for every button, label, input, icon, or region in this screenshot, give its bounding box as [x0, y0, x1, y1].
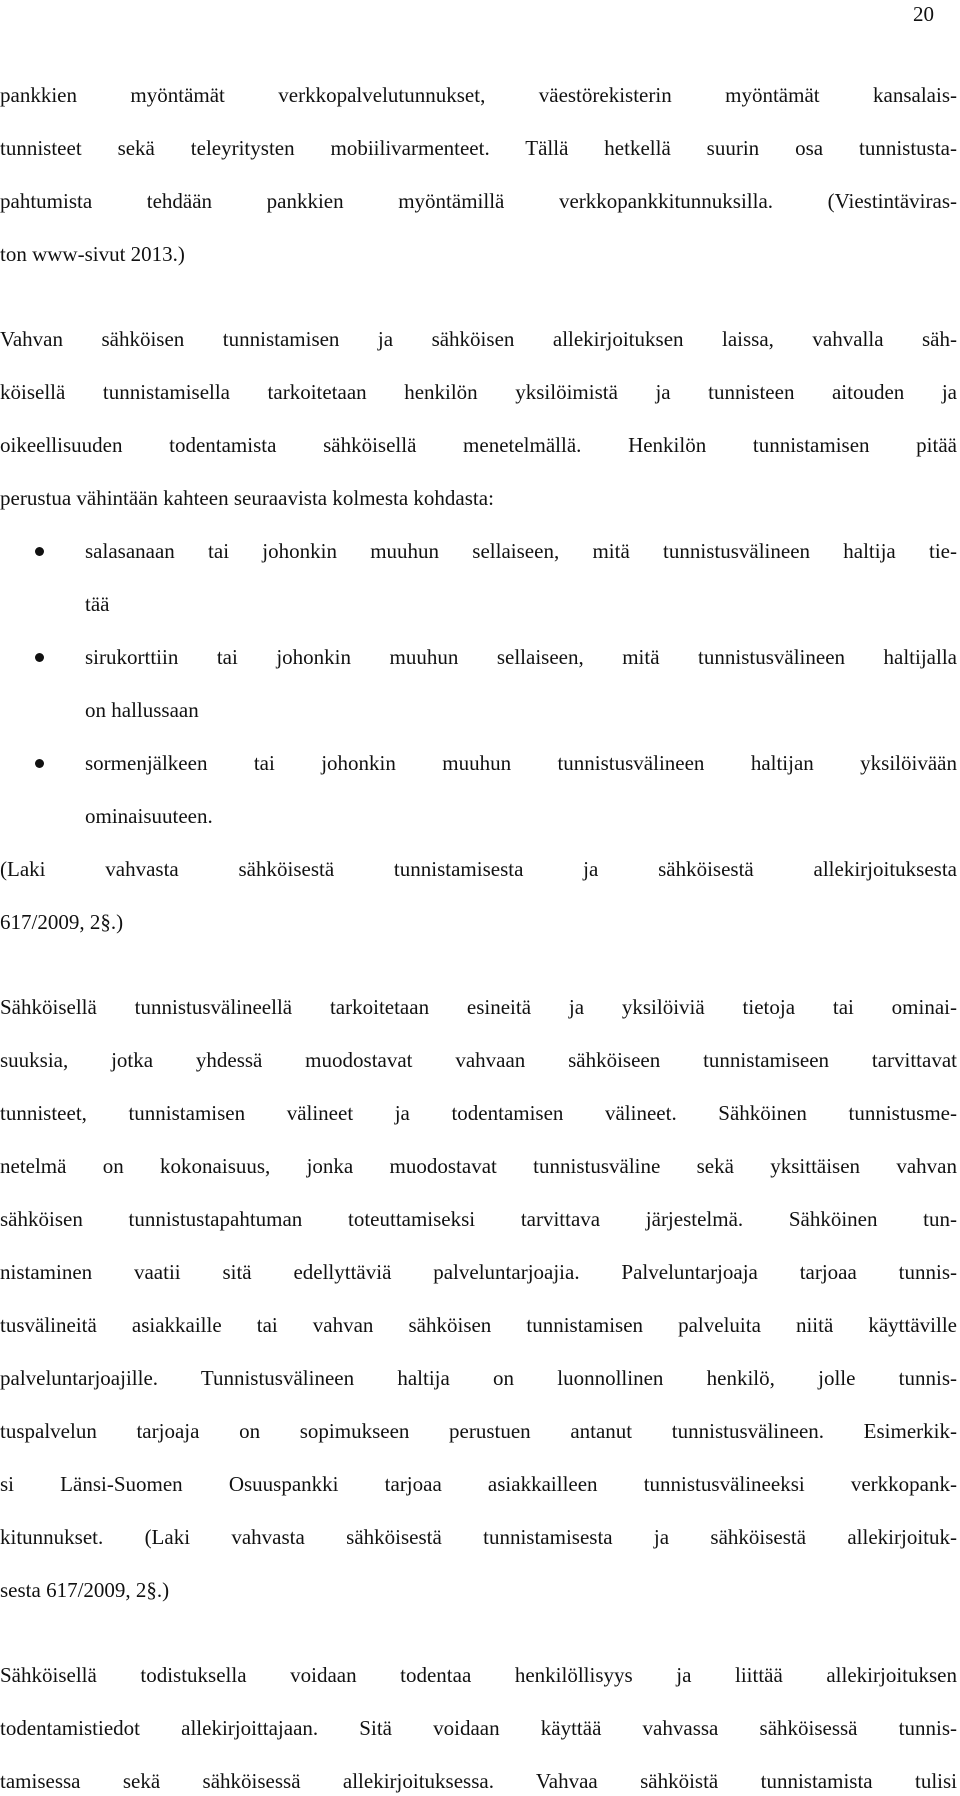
text-line: Vahvan sähköisen tunnistamisen ja sähköisen allekirjoituksen laissa, vahvalla säh-: [0, 327, 957, 351]
text-line: oikeellisuuden todentamista sähköisellä menetelmällä. Henkilön tunnistamisen pitää: [0, 433, 957, 457]
list-item-text: sormenjälkeen tai johonkin muuhun tunnistusvälineen haltijan yksilöivään: [85, 751, 957, 775]
text-line: kitunnukset. (Laki vahvasta sähköisestä tunnistamisesta ja sähköisestä allekirjoituk-: [0, 1525, 957, 1549]
text-line: Sähköisellä todistuksella voidaan todentaa henkilöllisyys ja liittää allekirjoituksen: [0, 1663, 957, 1687]
citation-line: (Laki vahvasta sähköisestä tunnistamisesta ja sähköisestä allekirjoituksesta: [0, 857, 957, 881]
text-line: sesta 617/2009, 2§.): [0, 1578, 170, 1602]
list-item-text: sirukorttiin tai johonkin muuhun sellaiseen, mitä tunnistusvälineen haltijalla: [85, 645, 957, 669]
text-line: köisellä tunnistamisella tarkoitetaan henkilön yksilöimistä ja tunnisteen aitouden ja: [0, 380, 957, 404]
text-line: pankkien myöntämät verkkopalvelutunnukset, väestörekisterin myöntämät kansalais-: [0, 83, 957, 107]
text-line: netelmä on kokonaisuus, jonka muodostavat tunnistusväline sekä yksittäisen vahvan: [0, 1154, 957, 1178]
citation-line: 617/2009, 2§.): [0, 910, 124, 934]
text-line: tuspalvelun tarjoaja on sopimukseen perustuen antanut tunnistusvälineen. Esimerkik-: [0, 1419, 957, 1443]
text-line: tunnisteet sekä teleyritysten mobiilivarmenteet. Tällä hetkellä suurin osa tunnistusta-: [0, 136, 957, 160]
text-line: tusvälineitä asiakkaille tai vahvan sähköisen tunnistamisen palveluita niitä käyttäville: [0, 1313, 957, 1337]
page-number: 20: [913, 2, 934, 26]
text-line: palveluntarjoajille. Tunnistusvälineen haltija on luonnollinen henkilö, jolle tunnis-: [0, 1366, 957, 1390]
text-line: sähköisen tunnistustapahtuman toteuttamiseksi tarvittava järjestelmä. Sähköinen tun-: [0, 1207, 957, 1231]
text-line: Sähköisellä tunnistusvälineellä tarkoitetaan esineitä ja yksilöiviä tietoja tai ominai-: [0, 995, 957, 1019]
text-line: tunnisteet, tunnistamisen välineet ja todentamisen välineet. Sähköinen tunnistusme-: [0, 1101, 957, 1125]
text-line: ton www-sivut 2013.): [0, 242, 185, 266]
text-line: todentamistiedot allekirjoittajaan. Sitä voidaan käyttää vahvassa sähköisessä tunnis-: [0, 1716, 957, 1740]
bullet-icon: [35, 759, 44, 768]
list-item-text: on hallussaan: [85, 698, 199, 722]
bullet-icon: [35, 547, 44, 556]
list-item-text: ominaisuuteen.: [85, 804, 213, 828]
list-item-text: tää: [85, 592, 110, 616]
bullet-icon: [35, 653, 44, 662]
list-item-text: salasanaan tai johonkin muuhun sellaiseen, mitä tunnistusvälineen haltija tie-: [85, 539, 957, 563]
text-line: pahtumista tehdään pankkien myöntämillä verkkopankkitunnuksilla. (Viestintäviras-: [0, 189, 957, 213]
text-line: si Länsi-Suomen Osuuspankki tarjoaa asiakkailleen tunnistusvälineeksi verkkopank-: [0, 1472, 957, 1496]
text-line: suuksia, jotka yhdessä muodostavat vahvaan sähköiseen tunnistamiseen tarvittavat: [0, 1048, 957, 1072]
text-line: nistaminen vaatii sitä edellyttäviä palveluntarjoajia. Palveluntarjoaja tarjoaa tunnis-: [0, 1260, 957, 1284]
text-line: perustua vähintään kahteen seuraavista kolmesta kohdasta:: [0, 486, 494, 510]
text-line: tamisessa sekä sähköisessä allekirjoituksessa. Vahvaa sähköistä tunnistamista tulisi: [0, 1769, 957, 1793]
